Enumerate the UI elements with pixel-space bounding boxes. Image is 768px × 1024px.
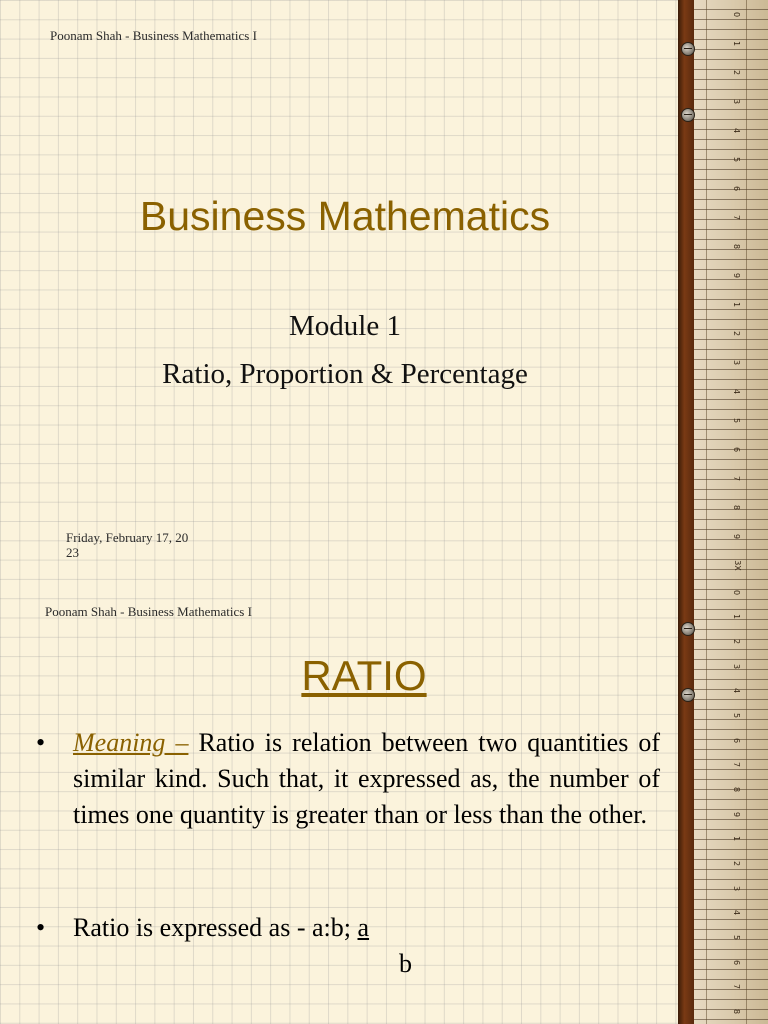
topic-label: Ratio, Proportion & Percentage xyxy=(162,358,528,390)
ruler-number: 7 xyxy=(732,214,742,221)
ruler-rail xyxy=(746,580,747,1024)
slide-ratio xyxy=(0,580,768,1024)
ruler-number: 6 xyxy=(732,446,742,453)
ruler-number: 5 xyxy=(732,417,742,424)
ruler-number: 7 xyxy=(732,475,742,482)
slide-title-text: Business Mathematics xyxy=(139,193,551,239)
date-line-1: Friday, February 17, 20 xyxy=(66,530,189,545)
screw-icon xyxy=(681,42,695,56)
ruler-decoration xyxy=(678,0,768,580)
ruler-number: 1 xyxy=(732,301,742,308)
ruler-number: 2 xyxy=(732,861,742,867)
ruler-number: 1 xyxy=(732,614,742,620)
ruler-number: 8 xyxy=(732,243,742,250)
ruler-number: 0 xyxy=(732,11,742,18)
meaning-label: Meaning – xyxy=(73,728,189,757)
screw-icon xyxy=(681,688,695,702)
slide-header: Poonam Shah - Business Mathematics I xyxy=(50,28,257,43)
ruler-number: 8 xyxy=(732,1008,742,1015)
ruler-number: 9 xyxy=(732,272,742,279)
ruler-number: 3X xyxy=(732,560,742,571)
slide-title-text: RATIO xyxy=(301,652,427,699)
ruler-number: 4 xyxy=(732,127,742,134)
screw-icon xyxy=(681,108,695,122)
bullet-expression xyxy=(73,910,660,946)
ruler-number: 9 xyxy=(732,811,742,817)
ruler-number: 4 xyxy=(732,688,742,694)
ruler-number: 6 xyxy=(732,737,742,743)
ruler-number: 5 xyxy=(732,713,742,719)
ruler-number: 3 xyxy=(732,663,742,669)
ruler-number: 6 xyxy=(732,959,742,965)
ruler-number: 8 xyxy=(732,787,742,793)
ruler-number: 5 xyxy=(732,156,742,163)
fraction-numerator: a xyxy=(357,913,370,942)
ruler-number: 3 xyxy=(732,98,742,105)
bullet-meaning xyxy=(73,725,660,833)
ruler-body xyxy=(694,0,768,580)
ruler-number: 5 xyxy=(732,934,742,941)
ruler-number: 2 xyxy=(732,639,742,645)
screw-icon xyxy=(681,622,695,636)
fraction-denominator: b xyxy=(399,949,412,978)
bullet-icon: • xyxy=(36,728,46,757)
ruler-body xyxy=(694,580,768,1024)
ruler-number: 2 xyxy=(732,330,742,337)
ruler-rail xyxy=(706,580,707,1024)
ruler-numbers xyxy=(730,580,744,1024)
ruler-number: 4 xyxy=(732,388,742,395)
ruler-number: 7 xyxy=(732,762,742,768)
ruler-number: 2 xyxy=(732,69,742,76)
ruler-number: 1 xyxy=(732,40,742,47)
ruler-number: 9 xyxy=(732,533,742,540)
ruler-rail xyxy=(746,0,747,580)
ruler-edge xyxy=(678,0,694,580)
ruler-number: 7 xyxy=(732,984,742,990)
ruler-number: 6 xyxy=(732,185,742,192)
ruler-number: 1 xyxy=(732,836,742,842)
ruler-number: 8 xyxy=(732,504,742,511)
slide-date xyxy=(66,530,216,560)
ruler-rail xyxy=(706,0,707,580)
ruler-decoration xyxy=(678,580,768,1024)
expression-text: Ratio is expressed as - a:b; xyxy=(73,913,358,942)
meaning-text: Ratio is relation between two quantities of similar kind. Such that, it expressed as, the number of times one quantity is greater than or less than the other. xyxy=(73,728,660,829)
bullet-icon: • xyxy=(36,913,46,942)
ruler-number: 3 xyxy=(732,359,742,366)
ruler-numbers xyxy=(730,0,744,580)
slide-header: Poonam Shah - Business Mathematics I xyxy=(45,604,252,619)
ruler-number: 4 xyxy=(732,910,742,916)
ruler-edge xyxy=(678,580,694,1024)
ruler-number: 3 xyxy=(732,885,742,891)
ruler-number: 0 xyxy=(732,589,742,595)
date-line-2: 23 xyxy=(66,545,79,560)
module-label: Module 1 xyxy=(289,310,401,342)
